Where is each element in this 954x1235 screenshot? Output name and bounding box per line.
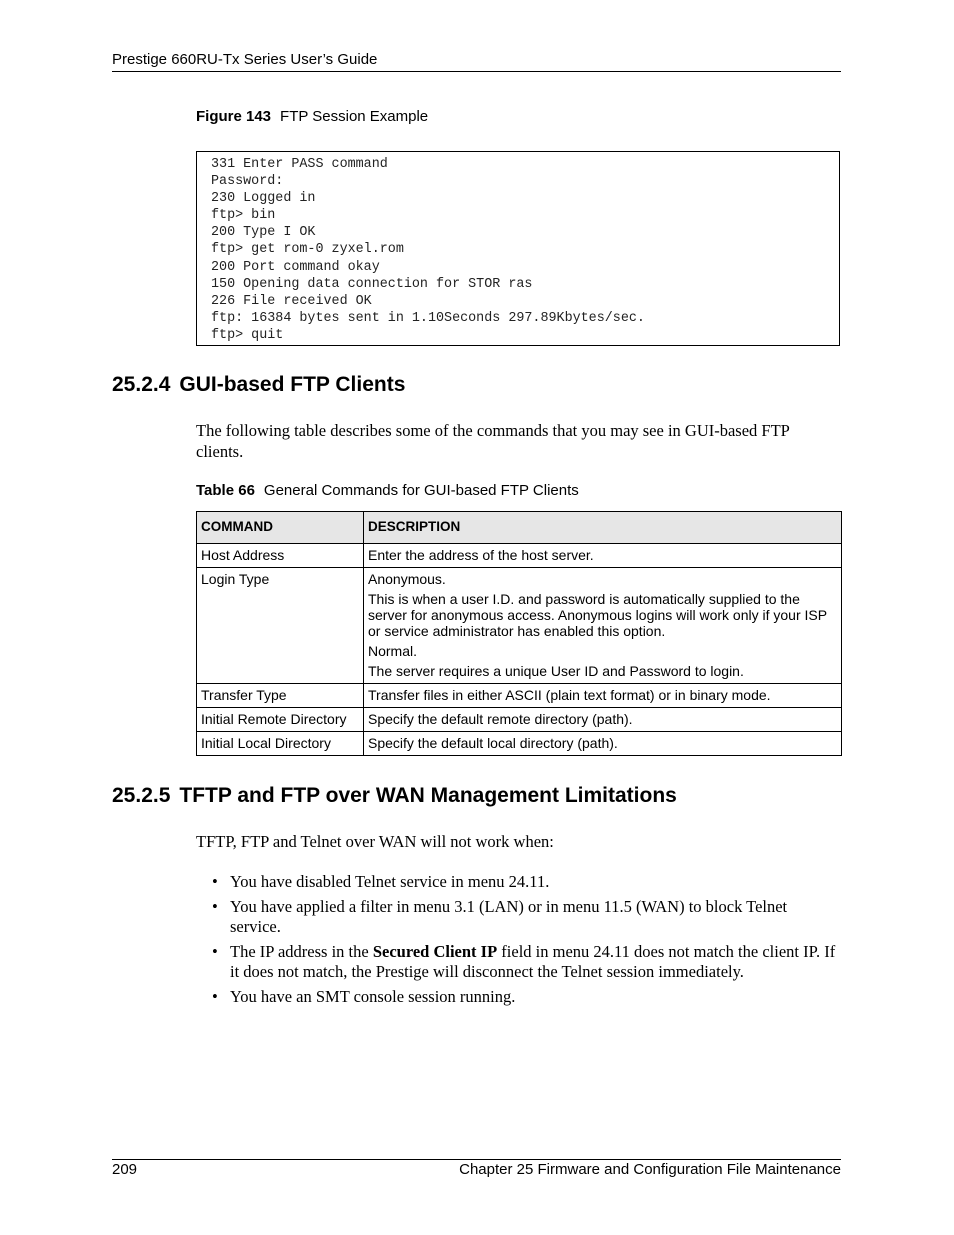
table-caption	[196, 482, 579, 499]
description-text: Enter the address of the host server.	[368, 547, 594, 563]
code-line: 226 File received OK	[211, 293, 372, 309]
description-cell	[364, 544, 842, 568]
description-cell	[364, 684, 842, 708]
description-text: This is when a user I.D. and password is automatically supplied to the server for anonymous access. Anonymous logins will work only if your ISP or service administrator has enabled this option.	[368, 591, 827, 639]
footer-rule	[112, 1159, 841, 1160]
column-header-description: DESCRIPTION	[364, 512, 842, 544]
commands-table	[196, 511, 842, 756]
bullet-icon: •	[212, 872, 218, 891]
code-line: ftp: 16384 bytes sent in 1.10Seconds 297.89Kbytes/sec.	[211, 310, 645, 326]
page-number: 209	[112, 1161, 138, 1178]
code-line: ftp> bin	[211, 208, 276, 224]
table-title: General Commands for GUI-based FTP Clients	[263, 482, 579, 499]
footer-chapter-title: Chapter 25 Firmware and Configuration File Maintenance	[459, 1161, 841, 1178]
description-text: Anonymous.	[368, 571, 446, 587]
code-line: ftp> get rom-0 zyxel.rom	[211, 242, 404, 258]
command-cell: Initial Local Directory	[197, 732, 364, 756]
code-line: Password:	[211, 174, 284, 190]
list-item-text: You have applied a filter in menu 3.1 (LAN) or in menu 11.5 (WAN) to block Telnet service.	[230, 896, 788, 936]
list-item-text: You have an SMT console session running.	[230, 986, 516, 1006]
table-label: Table 66	[196, 482, 255, 499]
description-cell	[364, 732, 842, 756]
list-item-text-post: field in menu 24.11 does not match the client IP. If it does not match, the Prestige will disconnect the Telnet session immediately.	[230, 941, 836, 981]
list-item	[212, 872, 842, 893]
list-item	[212, 897, 842, 938]
list-item-text-bold: Secured Client IP	[372, 941, 498, 961]
table-row	[197, 708, 842, 732]
description-text: The server requires a unique User ID and Password to login.	[368, 663, 744, 679]
section-number: 25.2.4	[112, 373, 171, 396]
list-item-text-pre: The IP address in the	[230, 941, 373, 961]
bullet-icon: •	[212, 896, 218, 916]
description-text: Specify the default remote directory (path).	[368, 711, 633, 727]
description-text: Specify the default local directory (path).	[368, 735, 618, 751]
command-cell: Login Type	[197, 568, 364, 684]
code-line: 230 Logged in	[211, 191, 316, 207]
table-row	[197, 732, 842, 756]
command-cell: Transfer Type	[197, 684, 364, 708]
bullet-icon: •	[212, 986, 218, 1006]
section-title: TFTP and FTP over WAN Management Limitations	[179, 784, 677, 807]
table-row	[197, 544, 842, 568]
section-intro-paragraph: TFTP, FTP and Telnet over WAN will not work when:	[196, 832, 554, 851]
figure-caption	[196, 108, 428, 125]
description-text: Transfer files in either ASCII (plain text format) or in binary mode.	[368, 687, 771, 703]
figure-label: Figure 143	[196, 108, 272, 125]
ftp-session-code-box	[196, 151, 840, 346]
section-title: GUI-based FTP Clients	[179, 373, 406, 396]
running-header: Prestige 660RU-Tx Series User’s Guide	[112, 51, 378, 68]
list-item-text: You have disabled Telnet service in menu 24.11.	[230, 872, 550, 891]
bullet-icon: •	[212, 941, 218, 961]
description-cell	[364, 568, 842, 684]
section-heading-wan-limitations	[112, 784, 677, 808]
section-intro-paragraph: The following table describes some of the commands that you may see in GUI-based FTP clients.	[196, 421, 790, 461]
list-item	[212, 987, 842, 1008]
command-cell: Initial Remote Directory	[197, 708, 364, 732]
code-line: 150 Opening data connection for STOR ras	[211, 276, 533, 292]
column-header-command: COMMAND	[197, 512, 364, 544]
command-cell: Host Address	[197, 544, 364, 568]
table-row	[197, 684, 842, 708]
header-rule	[112, 71, 841, 72]
table-header-row	[197, 512, 842, 544]
table-row	[197, 568, 842, 684]
figure-title: FTP Session Example	[280, 108, 429, 125]
code-line: 331 Enter PASS command	[211, 157, 388, 172]
code-line: 200 Type I OK	[211, 225, 316, 241]
code-line: ftp> quit	[211, 327, 284, 343]
list-item	[212, 942, 842, 983]
limitations-list	[212, 872, 842, 1011]
description-text: Normal.	[368, 643, 418, 659]
description-cell	[364, 708, 842, 732]
section-number: 25.2.5	[112, 784, 171, 807]
code-line: 200 Port command okay	[211, 259, 380, 275]
section-heading-gui-ftp	[112, 373, 405, 397]
